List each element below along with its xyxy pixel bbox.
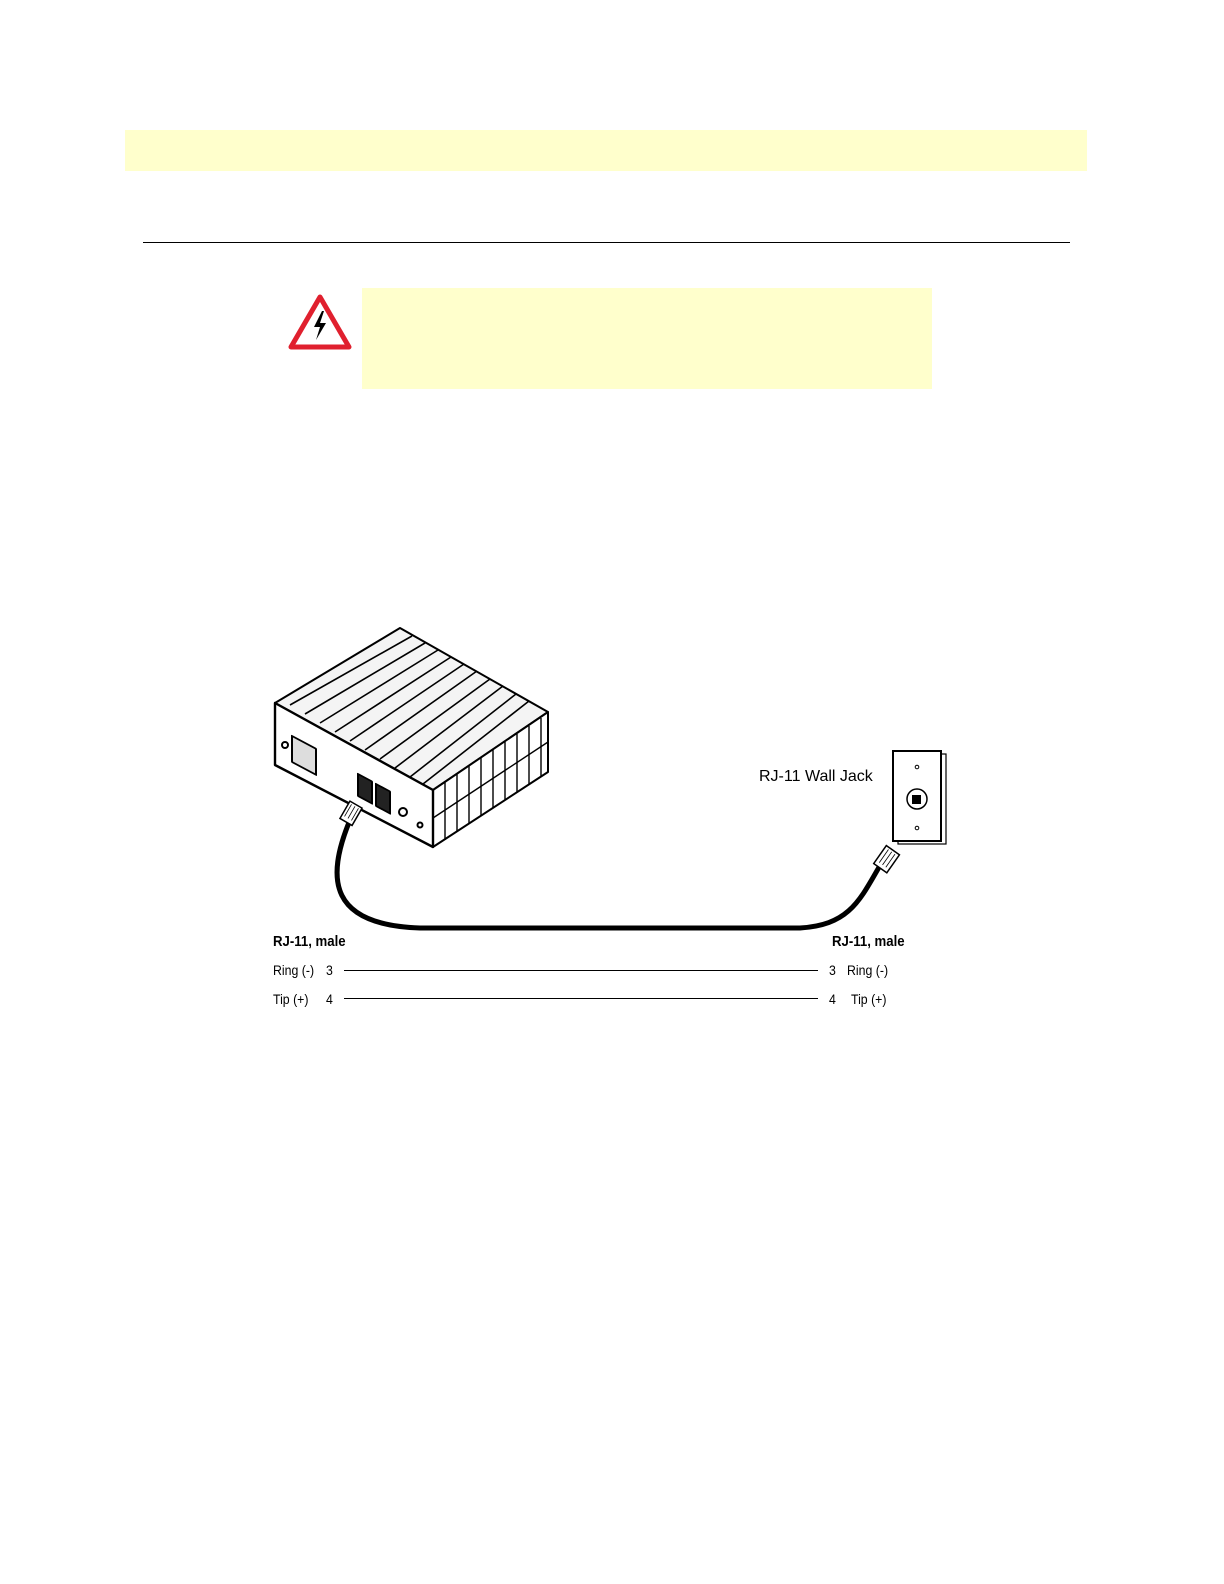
wire-line-tip [344, 998, 818, 999]
left-pin-label: Tip (+) [273, 991, 309, 1007]
left-pin-label: Ring (-) [273, 962, 315, 978]
wall-jack-label: RJ-11 Wall Jack [759, 768, 873, 785]
right-pin-number: 4 [829, 991, 836, 1007]
wall-jack [893, 751, 946, 844]
left-pin-number: 3 [326, 962, 333, 978]
device-illustration [275, 628, 548, 847]
wire-line-ring [344, 970, 818, 971]
left-connector-heading: RJ-11, male [273, 933, 346, 950]
left-pin-number: 4 [326, 991, 333, 1007]
right-pin-number: 3 [829, 962, 836, 978]
right-connector-heading: RJ-11, male [832, 933, 905, 950]
right-pin-label: Tip (+) [851, 991, 887, 1007]
right-pin-label: Ring (-) [847, 962, 889, 978]
